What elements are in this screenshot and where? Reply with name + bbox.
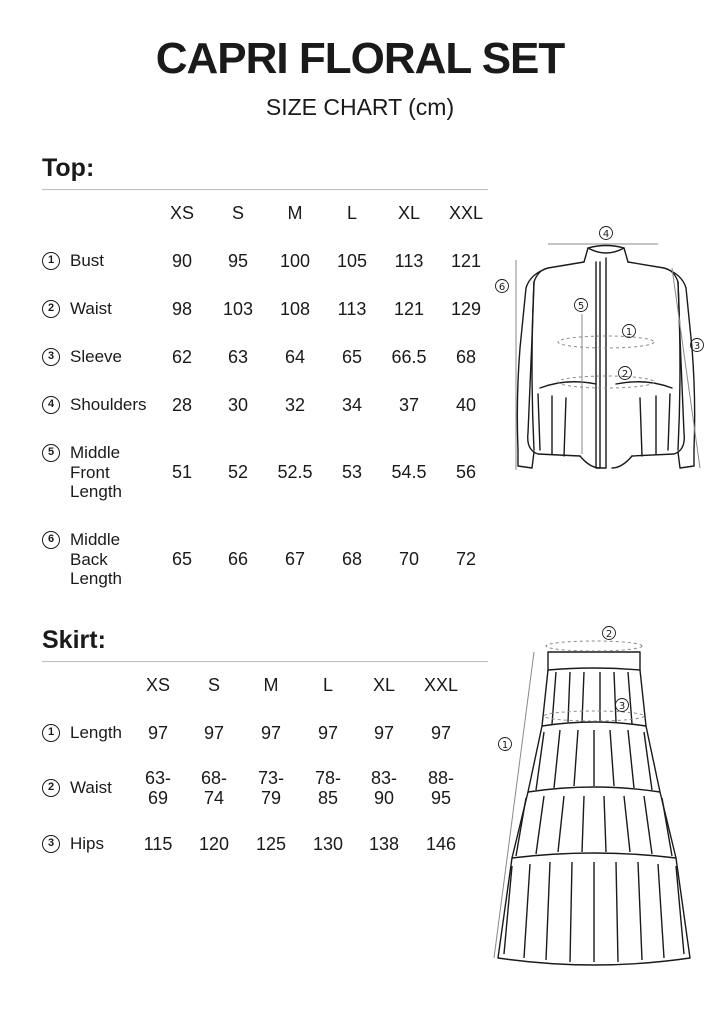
top-row-label: Middle Front Length [70,443,122,501]
skirt-marker-1: 1 [501,740,509,751]
skirt-value-cell: 63- 69 [144,767,171,808]
top-value-cell: 32 [284,394,306,415]
top-value-cell: 52 [227,462,249,483]
skirt-value-cell: 115 [143,833,173,854]
skirt-value-cell: 125 [255,833,287,854]
top-size-header: M [287,203,303,223]
top-size-header: S [231,203,244,223]
top-row-number-icon: 1 [42,252,60,270]
top-value-cell: 52.5 [277,462,313,483]
skirt-row-number-icon: 1 [42,724,60,742]
top-marker-3: 3 [693,341,701,352]
top-marker-4: 4 [602,229,610,240]
skirt-row-number-icon: 2 [42,779,60,797]
skirt-value-cell: 97 [203,722,225,743]
skirt-value-cell: 97 [430,722,452,743]
top-value-cell: 34 [341,394,363,415]
top-row-number-icon: 3 [42,348,60,366]
top-value-cell: 100 [279,250,311,271]
top-value-cell: 51 [171,462,193,483]
skirt-section-title: Skirt: [42,626,106,654]
top-value-cell: 121 [450,250,482,271]
top-value-cell: 129 [450,298,482,319]
top-value-cell: 95 [227,250,249,271]
blouse-illustration-icon [490,218,720,480]
top-value-cell: 98 [171,298,193,319]
top-row-label: Middle Back Length [70,530,122,588]
top-marker-5: 5 [577,301,585,312]
top-value-cell: 62 [171,346,193,367]
skirt-size-header: XXL [423,675,459,695]
page-subtitle: SIZE CHART (cm) [265,94,455,120]
page-title: CAPRI FLORAL SET [155,34,565,83]
top-value-cell: 113 [394,250,424,271]
skirt-value-cell: 97 [260,722,282,743]
skirt-value-cell: 83- 90 [370,767,397,808]
top-value-cell: 108 [279,298,311,319]
skirt-row-label: Length [70,723,122,742]
top-value-cell: 90 [171,250,193,271]
top-value-cell: 121 [393,298,425,319]
top-marker-6: 6 [498,282,506,293]
skirt-value-cell: 97 [317,722,339,743]
top-value-cell: 65 [171,549,193,570]
skirt-value-cell: 73- 79 [257,767,284,808]
skirt-marker-2: 2 [605,629,613,640]
top-value-cell: 64 [284,346,306,367]
skirt-size-header: XS [145,675,170,695]
top-size-header: L [346,203,357,223]
top-value-cell: 65 [341,346,363,367]
top-value-cell: 105 [336,250,368,271]
skirt-value-cell: 97 [147,722,169,743]
top-value-cell: 70 [398,549,420,570]
top-divider [42,189,488,190]
skirt-size-header: S [207,675,220,695]
top-value-cell: 28 [171,394,193,415]
top-value-cell: 30 [227,394,249,415]
top-value-cell: 113 [337,298,367,319]
skirt-value-cell: 78- 85 [314,767,341,808]
top-row-label: Shoulders [70,395,147,414]
top-value-cell: 63 [227,346,249,367]
top-section-title: Top: [42,154,95,182]
top-value-cell: 67 [284,549,306,570]
skirt-value-cell: 120 [198,833,230,854]
skirt-value-cell: 97 [373,722,395,743]
top-size-header: XL [397,203,421,223]
skirt-row-number-icon: 3 [42,835,60,853]
skirt-row-label: Waist [70,778,112,797]
top-row-number-icon: 5 [42,444,60,462]
top-value-cell: 54.5 [391,462,427,483]
skirt-value-cell: 146 [425,833,457,854]
top-value-cell: 66 [227,549,249,570]
top-size-header: XXL [448,203,484,223]
skirt-marker-3: 3 [618,701,626,712]
skirt-value-cell: 138 [368,833,400,854]
top-row-label: Bust [70,251,105,270]
top-value-cell: 56 [455,462,477,483]
top-value-cell: 68 [455,346,477,367]
top-value-cell: 68 [341,549,363,570]
skirt-value-cell: 88- 95 [427,767,454,808]
top-marker-1: 1 [625,327,633,338]
skirt-row-label: Hips [70,834,105,853]
skirt-value-cell: 68- 74 [200,767,227,808]
top-row-number-icon: 2 [42,300,60,318]
top-size-header: XS [169,203,194,223]
tiered-skirt-illustration-icon [490,622,700,978]
top-value-cell: 72 [455,549,477,570]
top-row-number-icon: 4 [42,396,60,414]
skirt-size-header: M [263,675,279,695]
skirt-size-header: XL [372,675,396,695]
top-row-number-icon: 6 [42,531,60,549]
top-value-cell: 103 [222,298,254,319]
top-row-label: Sleeve [70,347,122,366]
top-value-cell: 53 [341,462,363,483]
skirt-divider [42,661,488,662]
skirt-value-cell: 130 [312,833,344,854]
top-row-label: Waist [70,299,112,318]
top-value-cell: 40 [455,394,477,415]
top-value-cell: 37 [398,394,420,415]
skirt-size-header: L [322,675,333,695]
top-marker-2: 2 [621,369,629,380]
top-value-cell: 66.5 [391,346,427,367]
